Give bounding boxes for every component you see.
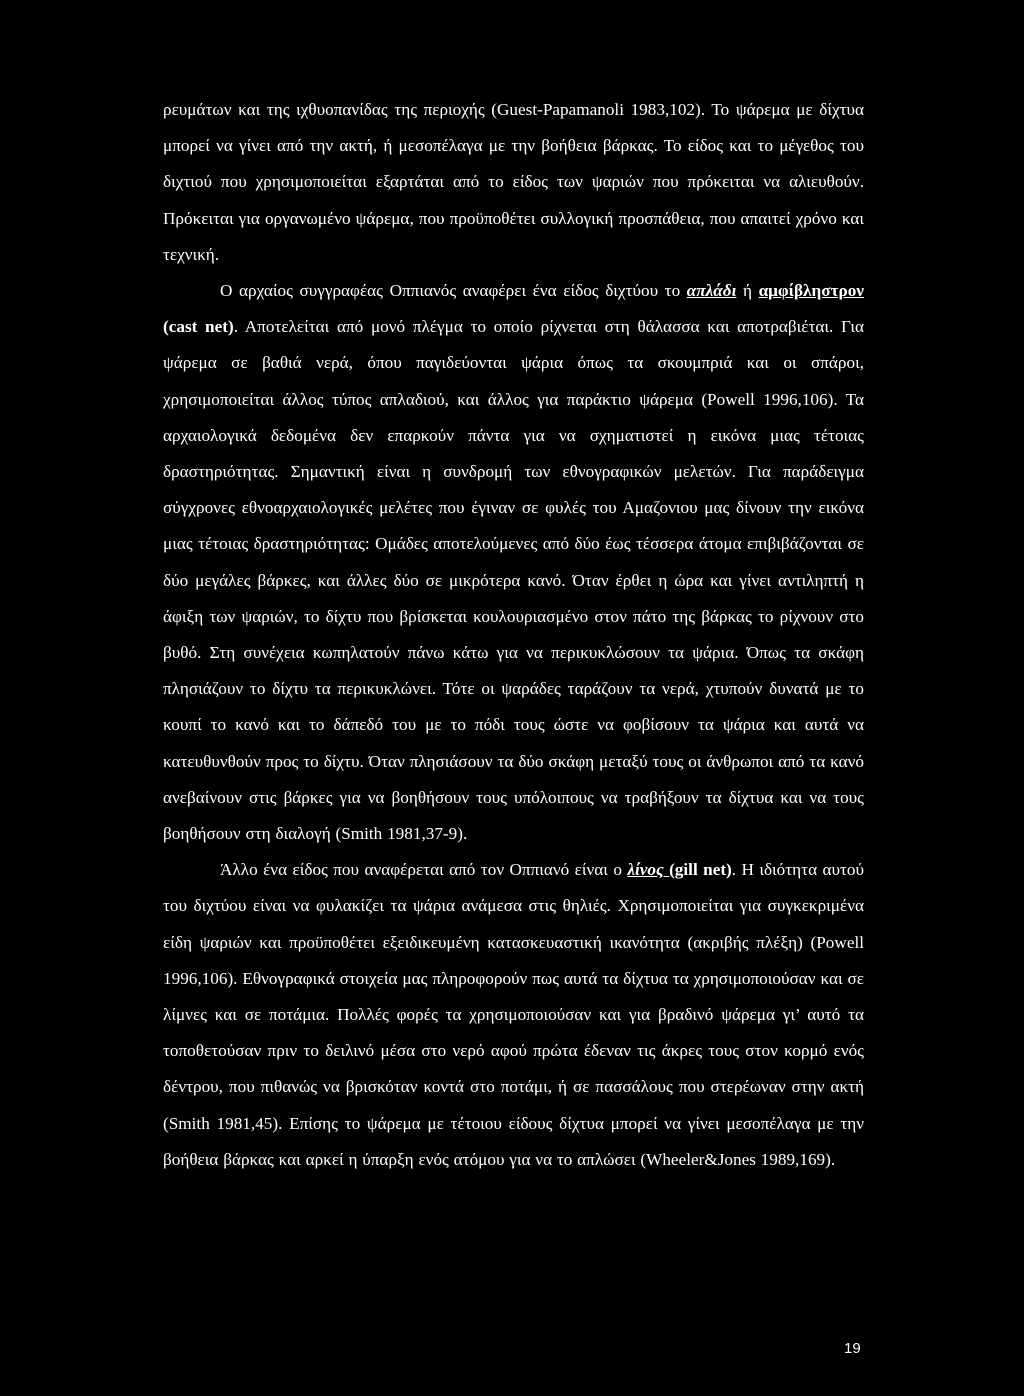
paragraph-2-conjunction: ή bbox=[736, 281, 759, 301]
paragraph-2 bbox=[163, 273, 864, 852]
term-gill-net: (gill net) bbox=[669, 860, 732, 880]
paragraph-2-body: . Αποτελείται από μονό πλέγμα το οποίο ρίχνεται στη θάλασσα και αποτραβιέται. Για ψάρεμα σε βαθιά νερά, όπου παγιδεύονται ψάρια όπως τα σκουμπριά και οι σπάροι, χρησιμοποιείται άλλος τύπος απλαδιού, και άλλος για παράκτιο ψάρεμα (Powell 1996,106). Τα αρχαιολογικά δεδομένα δεν επαρκούν πάντα για να σχηματιστεί η εικόνα μιας τέτοιας δραστηριότητας. Σημαντική είναι η συνδρομή των εθνογραφικών μελετών. Για παράδειγμα σύγχρονες εθνοαρχαιολογικές μελέτες που έγιναν σε φυλές του Αμαζονιου μας δίνουν την εικόνα μιας τέτοιας δραστηριότητας: Ομάδες αποτελούμενες από δύο έως τέσσερα άτομα επιβιβάζονται σε δύο μεγάλες βάρκες, και άλλες δύο σε μικρότερα κανό. Όταν έρθει η ώρα και γίνει αντιληπτή η άφιξη των ψαριών, το δίχτυ που βρίσκεται κουλουριασμένο στον πάτο της βάρκας το ρίχνουν στο βυθό. Στη συνέχεια κωπηλατούν πάνω κάτω για να περικυκλώσουν τα ψάρια. Όπως τα σκάφη πλησιάζουν το δίχτυ τα περικυκλώνει. Τότε οι ψαράδες ταράζουν τα νερά, χτυπούν δυνατά με το κουπί το κανό και το δάπεδό του με το πόδι τους ώστε να φοβίσουν τα ψάρια και αυτά να κατευθυνθούν προς το δίχτυ. Όταν πλησιάσουν τα δύο σκάφη μεταξύ τους οι άνθρωποι από τα κανό ανεβαίνουν στις βάρκες για να βοηθήσουν τους υπόλοιπους να τραβήξουν τα δίχτυα και να τους βοηθήσουν στη διαλογή (Smith 1981,37-9). bbox=[163, 317, 864, 844]
term-cast-net: (cast net) bbox=[163, 317, 234, 337]
paragraph-3-body: . Η ιδιότητα αυτού του διχτύου είναι να φυλακίζει τα ψάρια ανάμεσα στις θηλιές. Χρησιμοποιείται για συγκεκριμένα είδη ψαριών και προϋποθέτει εξειδικευμένη κατασκευαστική ικανότητα (ακριβής πλέξη) (Powell 1996,106). Εθνογραφικά στοιχεία μας πληροφορούν πως αυτά τα δίχτυα τα χρησιμοποιούσαν και σε λίμνες και σε ποτάμια. Πολλές φορές τα χρησιμοποιούσαν και για βραδινό ψάρεμα γι’ αυτό τα τοποθετούσαν πριν το δειλινό μέσα στο νερό αφού πρώτα έδεναν τις άκρες τους στον κορμό ενός δέντρου, που πιθανώς να βρισκόταν κοντά στο ποτάμι, ή σε πασσάλους που στερέωναν στην ακτή (Smith 1981,45). Επίσης το ψάρεμα με τέτοιου είδους δίχτυα μπορεί να γίνει μεσοπέλαγα με την βοήθεια βάρκας και αρκεί η ύπαρξη ενός ατόμου για να το απλώσει (Wheeler&Jones 1989,169). bbox=[163, 860, 865, 1169]
paragraph-3 bbox=[163, 852, 864, 1178]
term-apladi: απλάδι bbox=[686, 281, 737, 301]
term-linos: λίνος bbox=[627, 860, 670, 880]
document-page bbox=[163, 92, 864, 1178]
paragraph-2-intro: Ο αρχαίος συγγραφέας Οππιανός αναφέρει ένα είδος διχτύου το bbox=[220, 281, 687, 301]
paragraph-3-intro: Άλλο ένα είδος που αναφέρεται από τον Οππιανό είναι ο bbox=[220, 860, 628, 880]
paragraph-1 bbox=[163, 92, 864, 273]
page-number: 19 bbox=[844, 1340, 861, 1357]
term-amfivlistron: αμφίβληστρον bbox=[758, 281, 864, 301]
paragraph-1-text: ρευμάτων και της ιχθυοπανίδας της περιοχής (Guest-Papamanoli 1983,102). Το ψάρεμα με δίχτυα μπορεί να γίνει από την ακτή, ή μεσοπέλαγα με την βοήθεια βάρκας. Το είδος και το μέγεθος του διχτιού που χρησιμοποιείται εξαρτάται από το είδος των ψαριών που πρόκειται να αλιευθούν. Πρόκειται για οργανωμένο ψάρεμα, που προϋποθέτει συλλογική προσπάθεια, που απαιτεί χρόνο και τεχνική. bbox=[163, 100, 864, 264]
